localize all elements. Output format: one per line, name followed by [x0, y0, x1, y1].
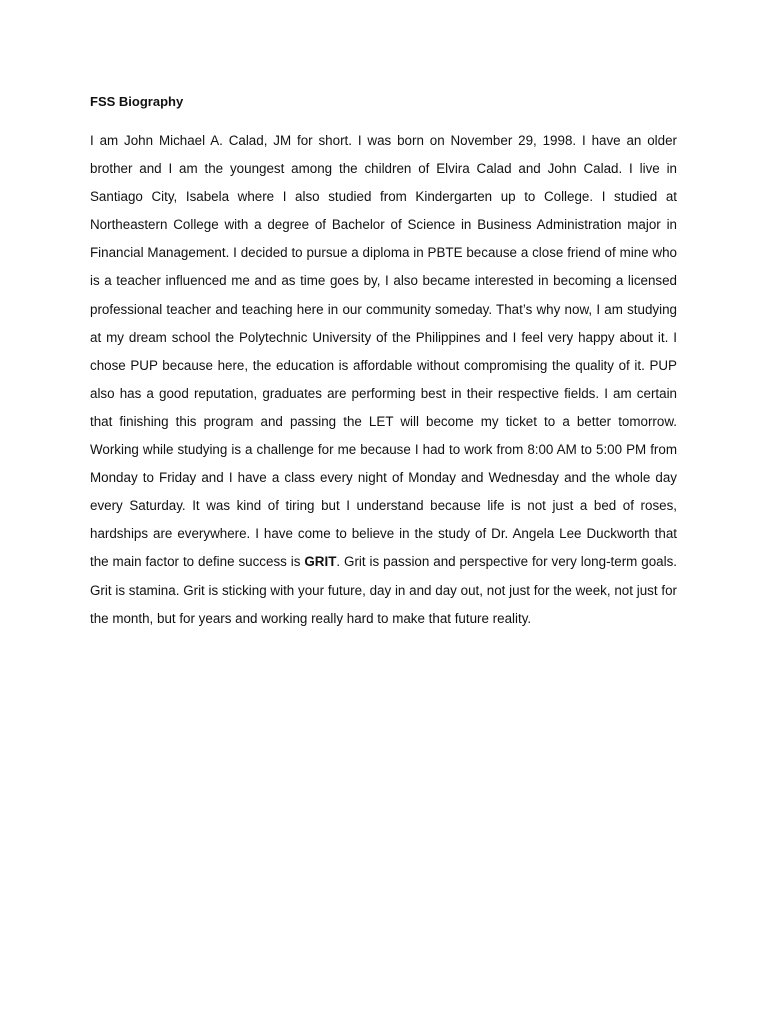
biography-paragraph [90, 127, 677, 633]
paragraph-text-part2: . Grit is passion and perspective for very long-term goals. Grit is stamina. Grit is sticking with your future, day in and day out, not just for the week, not just for the month, but for years and working really hard to make that future reality. [90, 554, 677, 626]
paragraph-bold-grit: GRIT [304, 554, 337, 570]
paragraph-text-part1: I am John Michael A. Calad, JM for short. I was born on November 29, 1998. I have an older brother and I am the youngest among the children of Elvira Calad and John Calad. I live in Santiago City, Isabela where I also studied from Kindergarten up to College. I studied at Northeastern College with a degree of Bachelor of Science in Business Administration major in Financial Management. I decided to pursue a diploma in PBTE because a close friend of mine who is a teacher influenced me and as time goes by, I also became interested in becoming a licensed professional teacher and teaching here in our community someday. That’s why now, I am studying at my dream school the Polytechnic University of the Philippines and I feel very happy about it. I chose PUP because here, the education is affordable without compromising the quality of it. PUP also has a good reputation, graduates are performing best in their respective fields. I am certain that finishing this program and passing the LET will become my ticket to a better tomorrow. Working while studying is a challenge for me because I had to work from 8:00 AM to 5:00 PM from Monday to Friday and I have a class every night of Monday and Wednesday and the whole day every Saturday. It was kind of tiring but I understand because life is not just a bed of roses, hardships are everywhere. I have come to believe in the study of Dr. Angela Lee Duckworth that the main factor to define success is [90, 133, 677, 570]
document-title: FSS Biography [90, 94, 184, 109]
